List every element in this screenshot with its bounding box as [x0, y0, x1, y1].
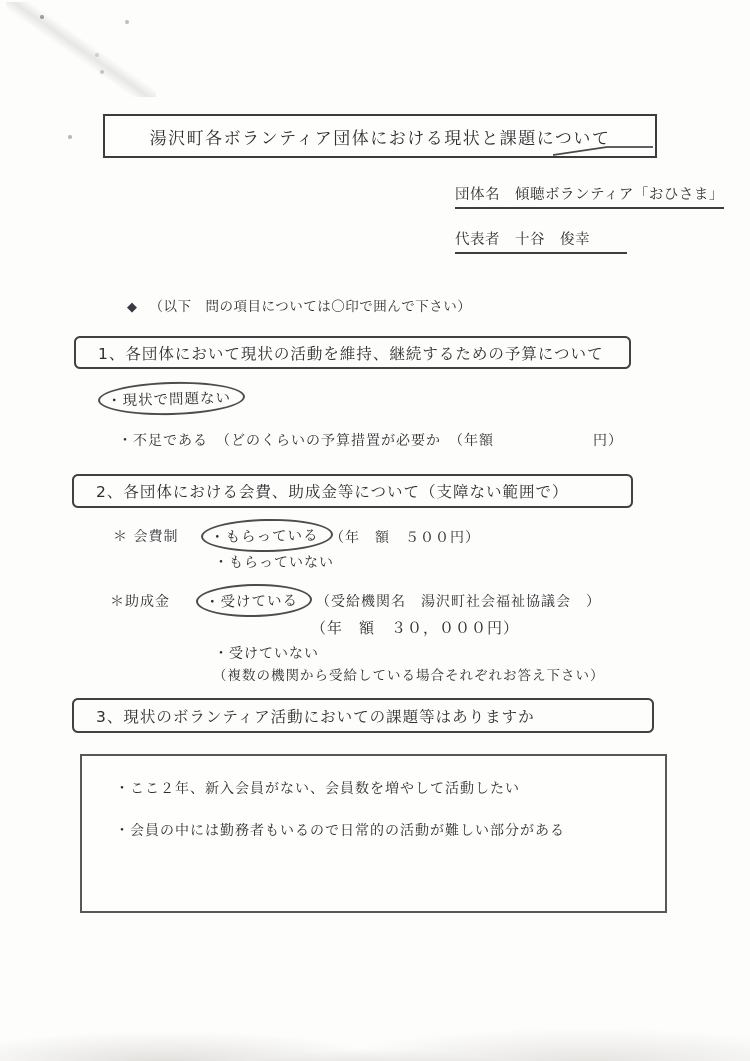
section-3-heading-box — [72, 698, 654, 733]
answer-item-1: ・ここ２年、新入会員がない、会員数を増やして活動したい — [115, 781, 520, 797]
subsidy-label: ＊助成金 — [110, 594, 170, 610]
section-2-heading-box — [72, 474, 633, 508]
answer-item-2: ・会員の中には勤務者もいるので日常的の活動が難しい部分がある — [115, 823, 565, 839]
instruction-note — [127, 295, 471, 315]
option-subsidy-receiving: ・受けている — [204, 593, 299, 611]
subsidy-organization: （受給機関名 湯沢町社会福祉協議会 ） — [316, 594, 601, 610]
page-title: 湯沢町各ボランティア団体における現状と課題について — [149, 128, 611, 149]
subsidy-note: （複数の機関から受給している場合それぞれお答え下さい） — [213, 668, 605, 684]
scan-shadow-artifact — [0, 971, 750, 1061]
option-shortage-row — [118, 430, 623, 450]
option-fee-receiving: ・もらっている — [209, 528, 319, 546]
section-3-heading: 3、現状のボランティア活動においての課題等はありますか — [96, 707, 535, 726]
circle-mark-no-problem — [98, 380, 246, 417]
option-no-problem: ・現状で問題ない — [106, 390, 232, 410]
circle-mark-fee-receiving — [201, 518, 333, 553]
fee-amount: （年 額 ５００円） — [330, 530, 480, 546]
diamond-icon: ◆ — [127, 300, 138, 315]
circle-mark-subsidy-receiving — [196, 583, 313, 618]
title-box — [103, 114, 657, 158]
option-shortage-unit: 円） — [593, 433, 623, 449]
group-name-field: 団体名 傾聴ボランティア「おひさま」 — [455, 183, 724, 209]
section-1-heading-box — [74, 336, 631, 369]
scan-dots-artifact — [40, 15, 44, 19]
membership-fee-label: ＊ 会費制 — [113, 529, 179, 545]
section-2-heading: 2、各団体における会費、助成金等について（支障ない範囲で） — [96, 483, 569, 501]
option-fee-not-receiving: ・もらっていない — [214, 555, 334, 571]
scan-streak-artifact — [6, 2, 156, 97]
representative-field: 代表者 十谷 俊幸 — [455, 228, 627, 254]
section-1-heading: 1、各団体において現状の活動を維持、継続するための予算について — [98, 344, 604, 363]
option-shortage: ・不足である （どのくらいの予算措置が必要か （年額 — [118, 433, 494, 449]
option-subsidy-not-receiving: ・受けていない — [214, 646, 319, 662]
page-curl-mark — [553, 141, 657, 159]
instruction-text: （以下 問の項目については〇印で囲んで下さい） — [149, 299, 472, 315]
subsidy-amount: （年 額 ３０，０００円） — [311, 619, 520, 637]
